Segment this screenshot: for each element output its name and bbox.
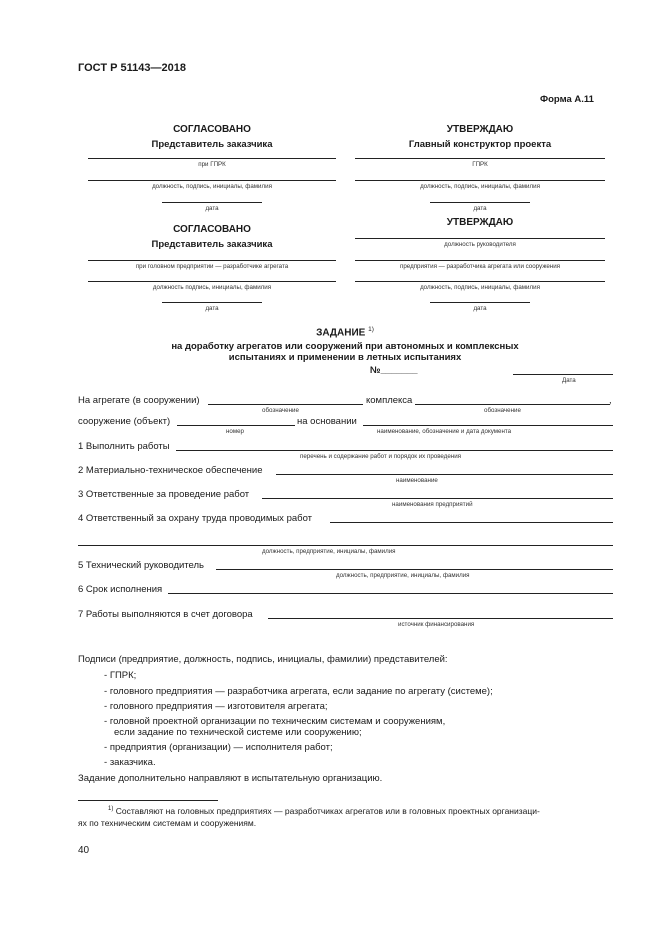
caption: должность, подпись, инициалы, фамилия <box>152 183 272 190</box>
on-unit-label: На агрегате (в сооружении) <box>78 395 200 406</box>
form-label: Форма А.11 <box>540 94 594 105</box>
caption: должность, подпись, инициалы, фамилия <box>420 284 540 291</box>
task-subtitle-line2: испытаниях и применении в летных испытаниях <box>228 352 462 363</box>
field-line <box>176 450 613 451</box>
date-line <box>162 302 262 303</box>
caption: при ГПРК <box>198 161 226 168</box>
list-item: - головной проектной организации по техническим системам и сооружениям, <box>104 716 446 727</box>
list-item: - головного предприятия — разработчика агрегата, если задание по агрегату (системе); <box>104 686 493 697</box>
caption: ГПРК <box>472 161 488 168</box>
caption: наименование, обозначение и дата документа <box>377 428 512 435</box>
caption: должность, предприятие, инициалы, фамилия <box>262 548 396 555</box>
caption: дата <box>473 205 487 212</box>
list-item: - заказчика. <box>104 757 156 768</box>
field-line <box>216 569 613 570</box>
date-line <box>513 374 613 375</box>
caption: должность подпись, инициалы, фамилия <box>152 284 272 291</box>
field-line <box>415 404 610 405</box>
approved-subtitle-1: Главный конструктор проекта <box>408 139 552 150</box>
list-item: - предприятия (организации) — исполнителя работ; <box>104 742 333 753</box>
task-subtitle-line1: на доработку агрегатов или сооружений при автономных и комплексных <box>171 341 519 352</box>
caption: наименования предприятий <box>392 501 473 508</box>
item-7-label: 7 Работы выполняются в счет договора <box>78 609 253 620</box>
field-line <box>262 498 613 499</box>
list-item-continuation: если задание по технической системе или сооружению; <box>114 727 362 738</box>
caption: источник финансирования <box>398 621 475 628</box>
caption: наименование <box>396 477 438 484</box>
approved-title-1: УТВЕРЖДАЮ <box>446 124 514 135</box>
item-2-label: 2 Материально-техническое обеспечение <box>78 465 263 476</box>
approved-title-2: УТВЕРЖДАЮ <box>446 217 514 228</box>
signatures-intro: Подписи (предприятие, должность, подпись, инициалы, фамилии) представителей: <box>78 654 448 665</box>
task-title: ЗАДАНИЕ $^{1)}$ <box>316 326 374 339</box>
signature-line <box>355 281 605 282</box>
footnote-line2: ях по техническим системам и сооружениям. <box>78 818 257 828</box>
field-line <box>208 404 363 405</box>
field-line <box>330 522 613 523</box>
caption: дата <box>473 305 487 312</box>
agreed-title-2: СОГЛАСОВАНО <box>173 224 251 235</box>
caption: должность руководителя <box>444 241 516 248</box>
standard-number: ГОСТ Р 51143—2018 <box>78 62 186 74</box>
field-line <box>268 618 613 619</box>
signature-line <box>88 180 336 181</box>
date-line <box>162 202 262 203</box>
date-line <box>430 202 530 203</box>
field-line <box>276 474 613 475</box>
caption: должность, подпись, инициалы, фамилия <box>420 183 540 190</box>
caption: обозначение <box>262 407 299 414</box>
signature-line <box>355 158 605 159</box>
field-line <box>168 593 613 594</box>
agreed-subtitle-1: Представитель заказчика <box>151 139 273 150</box>
agreed-title-1: СОГЛАСОВАНО <box>173 124 251 135</box>
caption: дата <box>205 205 219 212</box>
caption: при головном предприятии — разработчике агрегата <box>135 263 289 270</box>
complex-label: комплекса <box>366 395 413 406</box>
signature-line <box>88 281 336 282</box>
closing-note: Задание дополнительно направляют в испытательную организацию. <box>78 773 383 784</box>
signature-line <box>355 260 605 261</box>
item-1-label: 1 Выполнить работы <box>78 441 170 452</box>
field-line <box>363 425 613 426</box>
field-line <box>78 545 613 546</box>
signature-line <box>88 260 336 261</box>
item-6-label: 6 Срок исполнения <box>78 584 163 595</box>
signature-line <box>355 180 605 181</box>
page-number: 40 <box>78 845 90 856</box>
caption: номер <box>226 428 244 435</box>
caption: предприятия — разработчика агрегата или сооружения <box>399 263 561 270</box>
list-item: - головного предприятия — изготовителя агрегата; <box>104 701 328 712</box>
footnote-separator <box>78 800 218 801</box>
item-3-label: 3 Ответственные за проведение работ <box>78 489 250 500</box>
item-5-label: 5 Технический руководитель <box>78 560 205 571</box>
caption: должность, предприятие, инициалы, фамилия <box>336 572 470 579</box>
field-line <box>177 425 295 426</box>
structure-label: сооружение (объект) <box>78 416 171 427</box>
signature-line <box>355 238 605 239</box>
task-number: №_______ <box>370 365 418 376</box>
signature-line <box>88 158 336 159</box>
date-caption: Дата <box>562 377 576 384</box>
caption: перечень и содержание работ и порядок их проведения <box>300 453 461 460</box>
list-item: - ГПРК; <box>104 670 137 681</box>
caption: обозначение <box>484 407 521 414</box>
item-4-label: 4 Ответственный за охрану труда проводимых работ <box>78 513 313 524</box>
caption: дата <box>205 305 219 312</box>
date-line <box>430 302 530 303</box>
agreed-subtitle-2: Представитель заказчика <box>151 239 273 250</box>
basis-label: на основании <box>297 416 357 427</box>
footnote-line1: $^{1)}$ Составляют на головных предприятиях — разработчиках агрегатов или в головных проектных организаци- <box>108 806 540 816</box>
